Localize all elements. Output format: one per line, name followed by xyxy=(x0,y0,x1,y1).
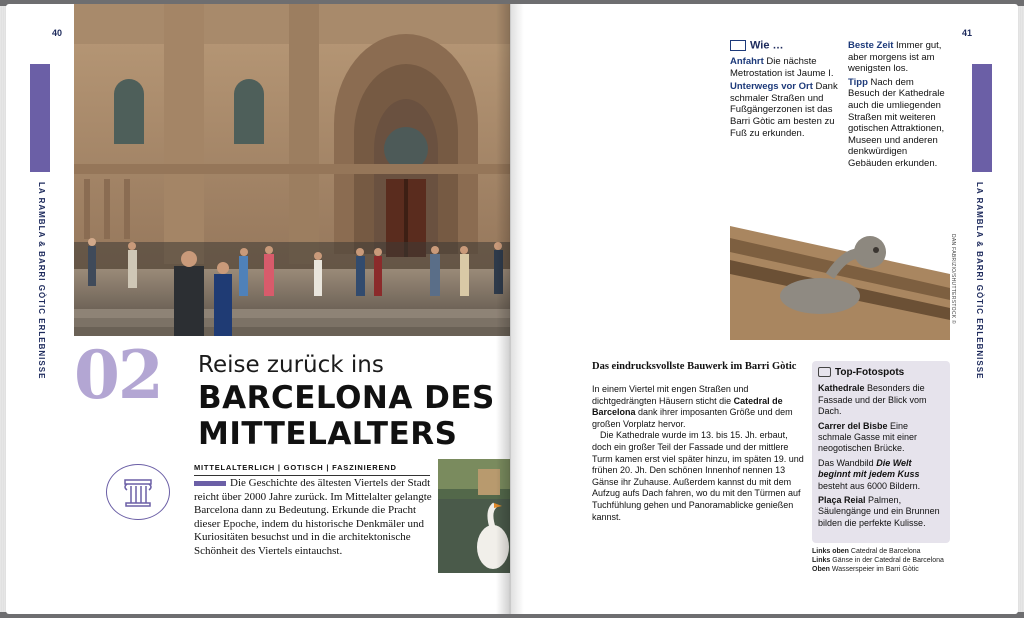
spot-3-b: besteht aus 6000 Bildern. xyxy=(818,480,921,491)
beste-zeit-label: Beste Zeit xyxy=(848,40,894,51)
caption-1-pos: Links oben xyxy=(812,548,849,555)
caption-3-pos: Oben xyxy=(812,566,830,573)
spot-1-text: Besonders die Fassade und der Blick vom Dach. xyxy=(818,383,927,417)
chapter-tab-left xyxy=(30,64,50,172)
caption-3-text: Wasserspeier im Barri Gòtic xyxy=(831,566,919,573)
headline-line-2: MITTELALTERS xyxy=(198,416,458,452)
body-p1-bold: Catedral de Barcelona xyxy=(592,395,783,418)
page-number-left: 40 xyxy=(52,28,63,38)
spot-3-a: Das Wandbild xyxy=(818,457,877,468)
how-to-box xyxy=(730,40,842,139)
unterwegs-text: Dank schmaler Straßen und Fußgängerzonen ist das Barri Gòtic am besten zu Fuß zu erkunden. xyxy=(730,81,838,139)
headline-line-1: BARCELONA DES xyxy=(198,380,495,416)
spot-4-label: Plaça Reial xyxy=(818,495,866,506)
unterwegs-label: Unterwegs vor Ort xyxy=(730,81,813,93)
divider xyxy=(194,475,430,476)
spot-4-text: Palmen, Säulengänge und ein Brunnen bilden die perfekte Kulisse. xyxy=(818,495,940,528)
body-text xyxy=(592,384,804,523)
beste-zeit-text: Immer gut, aber morgens ist am wenigsten los. xyxy=(848,40,942,75)
caption-2-pos: Links xyxy=(812,557,831,564)
body-p1-b: dank ihrer imposanten Größe und dem großen Vorplatz hervor. xyxy=(592,407,793,429)
page-number-right: 41 xyxy=(962,28,973,38)
map-icon xyxy=(730,40,746,51)
caption-2 xyxy=(812,556,962,565)
caption-1 xyxy=(812,547,962,556)
accent-bar xyxy=(194,481,226,486)
chapter-number: 02 xyxy=(74,336,162,414)
caption-3 xyxy=(812,565,962,574)
photo-spots-box xyxy=(812,361,950,543)
spot-3-bold: Die Welt beginnt mit jedem Kuss xyxy=(818,457,920,480)
left-page xyxy=(6,4,510,614)
spot-2-text: Eine schmale Gasse mit einer neogotischen Brücke. xyxy=(818,420,918,454)
spot-2-label: Carrer del Bisbe xyxy=(818,420,888,431)
camera-icon xyxy=(818,367,831,377)
how-to-box-2 xyxy=(848,40,948,170)
anfahrt-text: Die nächste Metrostation ist Jaume I. xyxy=(730,56,834,79)
spot-1-label: Kathedrale xyxy=(818,383,865,394)
gargoyle-illustration xyxy=(730,216,950,340)
tipp-text: Nach dem Besuch der Kathedrale auch die umliegenden Straßen mit weiteren gotischen Attraktionen, Museen und anderen denkwürdigen Gebäuden erkunden. xyxy=(848,76,945,169)
section-heading: Das eindrucksvollste Bauwerk im Barri Gòtic xyxy=(592,361,797,372)
side-label-left: LA RAMBLA & BARRI GÒTIC ERLEBNISSE xyxy=(37,182,46,380)
intro-text: Die Geschichte des ältesten Viertels der Stadt reicht über 2000 Jahre zurück. Im Mittelalter gelangte Barcelona dann zu Bedeutung. Erkunde die Pracht dieser Epoche, indem du historische Denkmäler und Kuriositäten besuchst und in die architektonische Schönheit des Viertels eintauchst. xyxy=(194,477,432,557)
gargoyle-photo xyxy=(730,216,950,340)
body-p2: Die Kathedrale wurde im 13. bis 15. Jh. erbaut, doch ein großer Teil der Fassade und der mittlere Turm kamen erst viel später hinzu, im späten 19. und frühen 20. Jh. Den schönen Innenhof nennen 13 Gänse ihr Zuhause. Außerdem kannst du mit dem Aufzug aufs Dach fahren, wo du mit den Türmen auf Tuchfühlung gehen und Panoramablicke genießen kannst. xyxy=(592,430,804,522)
photo-credit-gargoyle: DAN FABRIZIO/SHUTTERSTOCK © xyxy=(950,234,956,325)
headline xyxy=(198,380,495,452)
side-label-right: LA RAMBLA & BARRI GÒTIC ERLEBNISSE xyxy=(975,182,984,380)
tag-line: MITTELALTERLICH | GOTISCH | FASZINIEREND xyxy=(194,463,397,472)
caption-2-text: Gänse in der Catedral de Barcelona xyxy=(832,557,944,564)
column-icon xyxy=(106,464,170,520)
caption-1-text: Catedral de Barcelona xyxy=(850,548,921,555)
body-p1-a: In einem Viertel mit engen Straßen und dichtgedrängten Häusern sticht die xyxy=(592,384,749,406)
headline-kicker: Reise zurück ins xyxy=(198,352,384,378)
anfahrt-label: Anfahrt xyxy=(730,56,764,67)
tipp-label: Tipp xyxy=(848,76,868,88)
photo-captions xyxy=(812,547,962,574)
intro-paragraph xyxy=(194,477,432,559)
chapter-tab-right xyxy=(972,64,992,172)
photo-spots-title: Top-Fotospots xyxy=(835,367,905,378)
how-to-title: Wie … xyxy=(750,39,784,52)
